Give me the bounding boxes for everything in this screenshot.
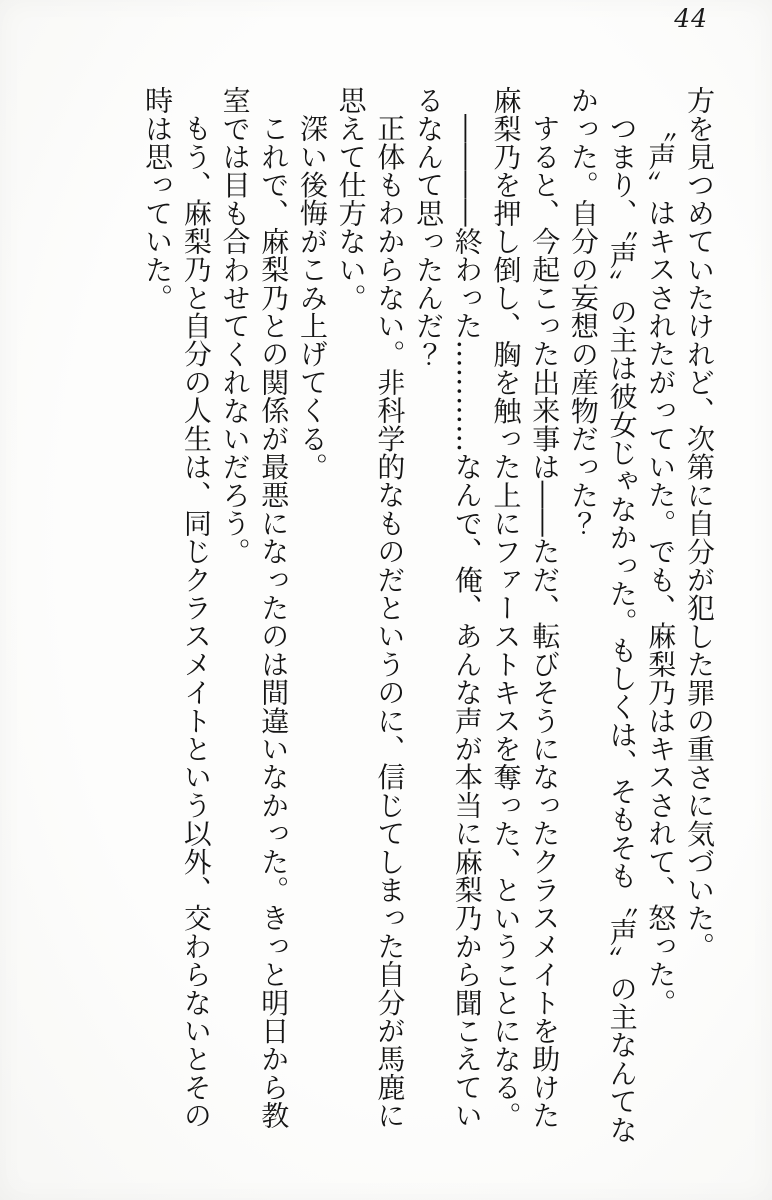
page-number: 44 (674, 4, 708, 33)
paragraph: ――――終わった…………なんで、俺、あんな声が本当に麻梨乃から聞こえているなんて思ったんだ？ (412, 86, 484, 1130)
paragraph: 〝声〟はキスされたがっていた。でも、麻梨乃はキスされて、怒った。 (644, 114, 678, 1017)
text-block (137, 86, 718, 1150)
paragraph: これで、麻梨乃との関係が最悪になったのは間違いなかった。きっと明日から教室では目も合わせてくれないだろう。 (218, 86, 291, 1130)
paragraph: つまり、〝声〟の主は彼女じゃなかった。もしくは、そもそも〝声〟の主なんてなかった。自分の妄想の産物だった？ (566, 86, 639, 1144)
paragraph: 正体もわからない。非科学的なものだというのに、信じてしまった自分が馬鹿に思えて仕方ない。 (334, 86, 407, 1130)
paragraph: もう、麻梨乃と自分の人生は、同じクラスメイトという以外、交わらないとその時は思っていた。 (141, 86, 213, 1130)
paragraph: 方を見つめていたけれど、次第に自分が犯した罪の重さに気づいた。 (683, 86, 716, 961)
paragraph: 深い後悔がこみ上げてくる。 (295, 114, 329, 481)
paragraph: すると、今起こった出来事は――ただ、転びそうになったクラスメイトを助けた麻梨乃を押し倒し、胸を触った上にファーストキスを奪った、ということになる。 (489, 86, 562, 1130)
